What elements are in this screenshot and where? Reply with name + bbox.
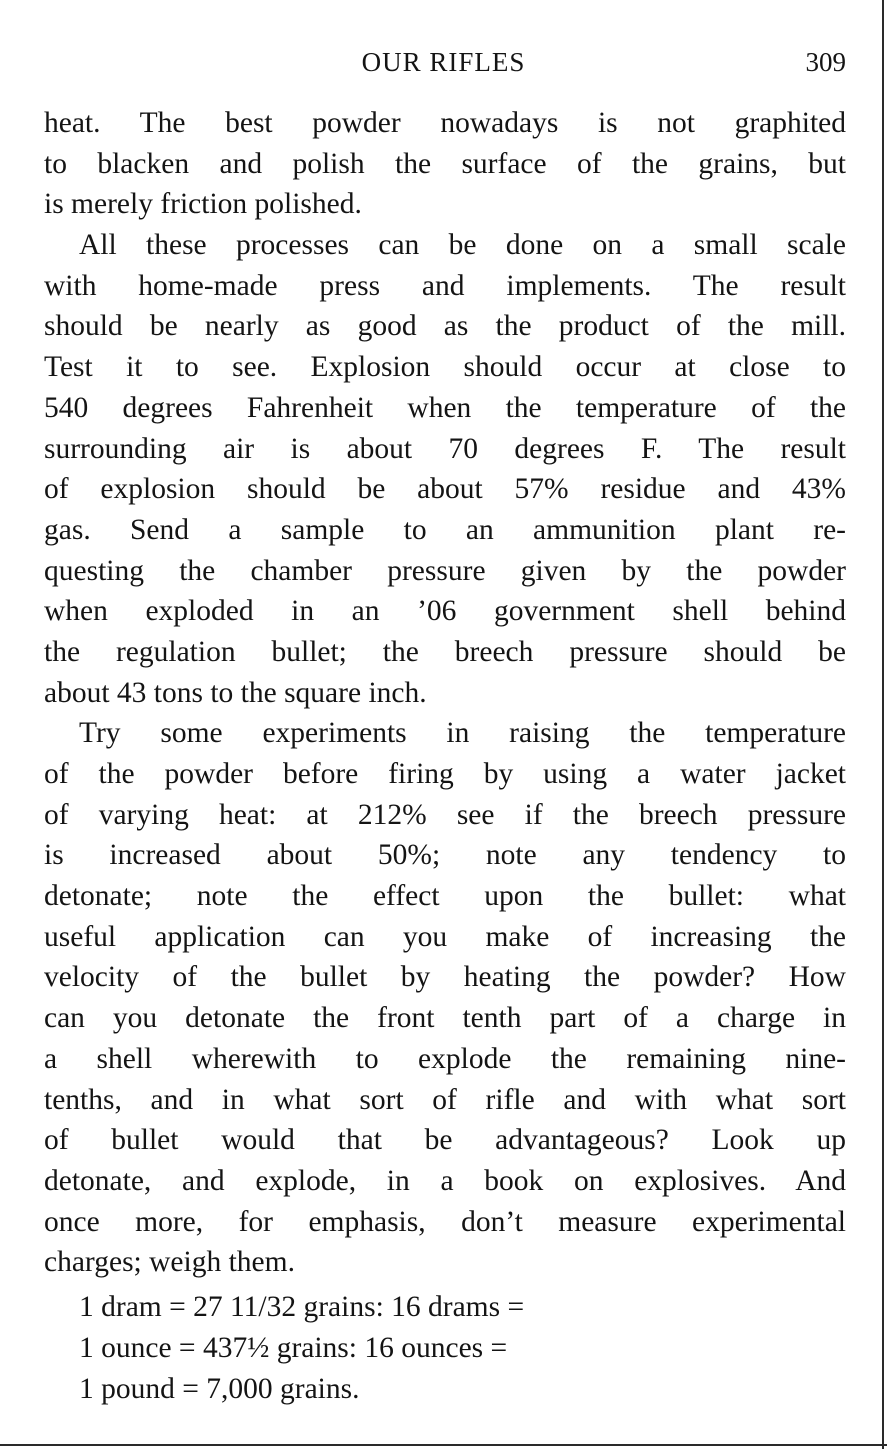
text-line: Test it to see. Explosion should occur at close to <box>44 351 846 384</box>
text-line: detonate, and explode, in a book on explosives. And <box>44 1164 846 1197</box>
text-line: charges; weigh them. <box>44 1246 295 1279</box>
text-line: a shell wherewith to explode the remaining nine- <box>44 1042 846 1075</box>
text-line: is increased about 50%; note any tendency to <box>44 839 846 872</box>
scan-border-right <box>882 0 884 1449</box>
text-line: with home-made press and implements. The result <box>44 269 846 302</box>
text-line: can you detonate the front tenth part of a charge in <box>44 1002 846 1035</box>
text-line: about 43 tons to the square inch. <box>44 676 427 709</box>
weight-equivalents <box>79 1287 524 1410</box>
text-line: is merely friction polished. <box>44 188 362 221</box>
text-line: should be nearly as good as the product of the mill. <box>44 310 846 343</box>
text-line: of bullet would that be advantageous? Look up <box>44 1124 846 1157</box>
pound-equation: 1 pound = 7,000 grains. <box>79 1373 360 1405</box>
text-line: velocity of the bullet by heating the powder? How <box>44 961 846 994</box>
text-line: 540 degrees Fahrenheit when the temperature of the <box>44 391 846 424</box>
text-line: of the powder before firing by using a water jacket <box>44 758 846 790</box>
running-title: OUR RIFLES <box>361 47 526 77</box>
text-line: tenths, and in what sort of rifle and with what sort <box>44 1083 846 1116</box>
ounce-equation: 1 ounce = 437½ grains: 16 ounces = <box>79 1332 508 1364</box>
scan-border-bottom <box>0 1444 887 1446</box>
page-number: 309 <box>805 47 846 77</box>
body-text <box>44 103 846 1283</box>
text-line: detonate; note the effect upon the bullet: what <box>44 880 846 913</box>
running-head <box>0 44 887 80</box>
dram-equation: 1 dram = 27 11/32 grains: 16 drams = <box>79 1291 525 1323</box>
text-line: when exploded in an ’06 government shell behind <box>44 595 846 628</box>
text-line: of explosion should be about 57% residue and 43% <box>44 473 846 506</box>
text-line: Try some experiments in raising the temperature <box>79 717 846 750</box>
text-line: surrounding air is about 70 degrees F. The result <box>44 432 846 465</box>
text-line: questing the chamber pressure given by the powder <box>44 554 846 587</box>
text-line: to blacken and polish the surface of the grains, but <box>44 147 846 180</box>
text-line: useful application can you make of increasing the <box>44 920 846 953</box>
text-line: the regulation bullet; the breech pressure should be <box>44 635 846 668</box>
text-line: All these processes can be done on a small scale <box>79 229 846 262</box>
text-line: of varying heat: at 212% see if the breech pressure <box>44 798 846 831</box>
text-line: gas. Send a sample to an ammunition plant re- <box>44 513 846 546</box>
text-line: once more, for emphasis, don’t measure experimental <box>44 1205 846 1238</box>
text-line: heat. The best powder nowadays is not graphited <box>44 107 846 139</box>
